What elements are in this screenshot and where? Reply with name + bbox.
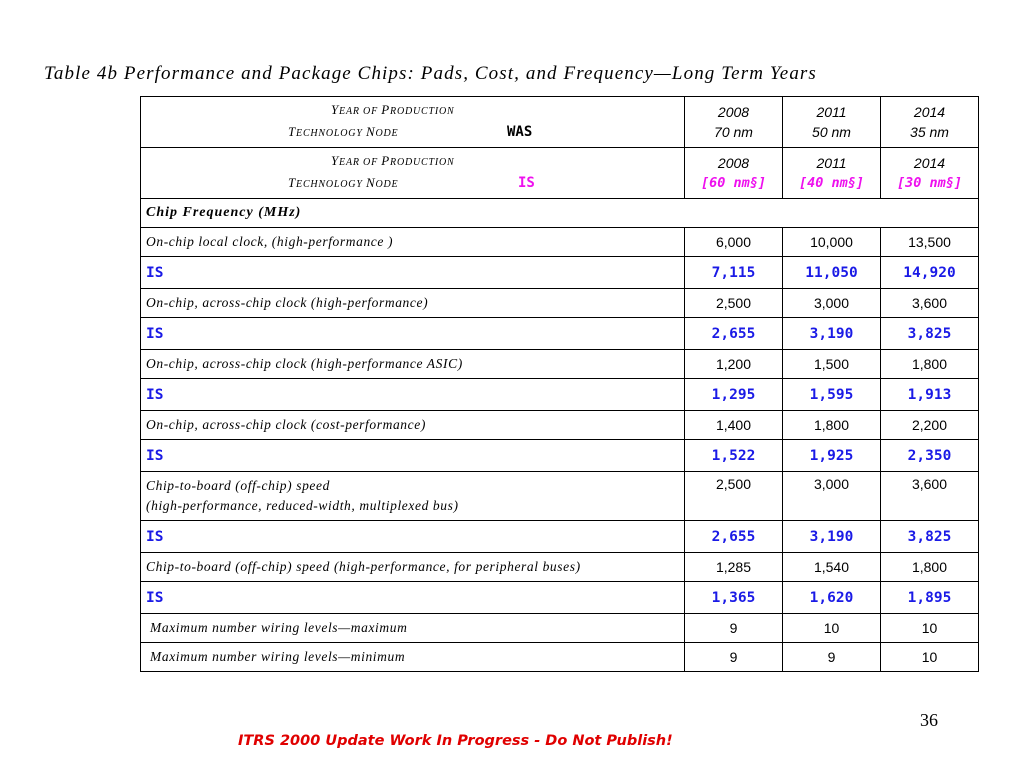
is-col-2014: 2014 [30 nm§] [881, 148, 979, 199]
was-header-row [141, 97, 979, 148]
table-row-is [141, 379, 979, 411]
cell-2014: 1,800 [881, 553, 979, 582]
cell-2008: 2,655 [685, 318, 783, 350]
is-header-label-cell [141, 148, 685, 199]
is-label: IS [141, 582, 685, 614]
cell-2014: 3,600 [881, 472, 979, 521]
cell-2008: 1,285 [685, 553, 783, 582]
cell-2008: 2,655 [685, 521, 783, 553]
table-row [141, 228, 979, 257]
table-row-is [141, 521, 979, 553]
cell-2011: 1,595 [783, 379, 881, 411]
section-row [141, 199, 979, 228]
cell-2008: 9 [685, 643, 783, 672]
table-row [141, 411, 979, 440]
table-row [141, 643, 979, 672]
is-tag: IS [518, 175, 535, 191]
cell-2014: 1,913 [881, 379, 979, 411]
was-col-2008: 2008 70 nm [685, 97, 783, 148]
cell-2014: 13,500 [881, 228, 979, 257]
cell-2014: 1,895 [881, 582, 979, 614]
cell-2011: 1,500 [783, 350, 881, 379]
cell-2008: 6,000 [685, 228, 783, 257]
cell-2011: 1,800 [783, 411, 881, 440]
is-col-2008: 2008 [60 nm§] [685, 148, 783, 199]
cell-2008: 7,115 [685, 257, 783, 289]
table-row [141, 289, 979, 318]
was-header-label-cell [141, 97, 685, 148]
cell-2011: 3,190 [783, 318, 881, 350]
cell-2011: 10 [783, 614, 881, 643]
footer-notice: ITRS 2000 Update Work In Progress - Do Not Publish! [238, 733, 673, 749]
row-label: Maximum number wiring levels—minimum [141, 643, 685, 672]
cell-2014: 3,600 [881, 289, 979, 318]
is-label: IS [141, 318, 685, 350]
row-label: On-chip, across-chip clock (cost-performance) [141, 411, 685, 440]
cell-2008: 1,200 [685, 350, 783, 379]
cell-2011: 1,925 [783, 440, 881, 472]
table-row-is [141, 257, 979, 289]
table-row [141, 350, 979, 379]
is-label: IS [141, 379, 685, 411]
cell-2011: 3,000 [783, 472, 881, 521]
cell-2008: 1,295 [685, 379, 783, 411]
cell-2014: 14,920 [881, 257, 979, 289]
cell-2014: 3,825 [881, 521, 979, 553]
is-header-row [141, 148, 979, 199]
row-label: Chip-to-board (off-chip) speed (high-performance, for peripheral buses) [141, 553, 685, 582]
was-col-2011: 2011 50 nm [783, 97, 881, 148]
page-number: 36 [920, 710, 938, 730]
was-col-2014: 2014 35 nm [881, 97, 979, 148]
section-title: Chip Frequency (MHz) [141, 199, 979, 228]
cell-2008: 1,522 [685, 440, 783, 472]
cell-2011: 3,000 [783, 289, 881, 318]
cell-2014: 2,200 [881, 411, 979, 440]
table-row-is [141, 582, 979, 614]
row-label-line-1: Chip-to-board (off-chip) speed [146, 478, 330, 493]
technology-node-label: TECHNOLOGY NODE [288, 175, 399, 190]
row-label-line-2: (high-performance, reduced-width, multiplexed bus) [146, 498, 459, 513]
table-title: Table 4b Performance and Package Chips: Pads, Cost, and Frequency—Long Term Years [44, 63, 817, 84]
is-label: IS [141, 257, 685, 289]
cell-2014: 1,800 [881, 350, 979, 379]
technology-node-label: TECHNOLOGY NODE [288, 124, 399, 139]
cell-2008: 2,500 [685, 472, 783, 521]
table-row-is [141, 440, 979, 472]
cell-2011: 3,190 [783, 521, 881, 553]
cell-2011: 1,620 [783, 582, 881, 614]
table-row-is [141, 318, 979, 350]
table-row [141, 614, 979, 643]
cell-2011: 9 [783, 643, 881, 672]
is-col-2011: 2011 [40 nm§] [783, 148, 881, 199]
was-tag: WAS [507, 124, 533, 140]
year-of-production-label: YEAR OF PRODUCTION [331, 153, 455, 168]
cell-2014: 3,825 [881, 318, 979, 350]
cell-2014: 10 [881, 643, 979, 672]
cell-2011: 1,540 [783, 553, 881, 582]
year-of-production-label: YEAR OF PRODUCTION [331, 102, 455, 117]
cell-2011: 11,050 [783, 257, 881, 289]
cell-2014: 10 [881, 614, 979, 643]
cell-2008: 9 [685, 614, 783, 643]
row-label: On-chip, across-chip clock (high-performance ASIC) [141, 350, 685, 379]
row-label: On-chip, across-chip clock (high-performance) [141, 289, 685, 318]
cell-2008: 2,500 [685, 289, 783, 318]
table-row [141, 553, 979, 582]
performance-table [140, 96, 979, 672]
row-label: Maximum number wiring levels—maximum [141, 614, 685, 643]
cell-2011: 10,000 [783, 228, 881, 257]
cell-2008: 1,400 [685, 411, 783, 440]
cell-2008: 1,365 [685, 582, 783, 614]
is-label: IS [141, 440, 685, 472]
is-label: IS [141, 521, 685, 553]
cell-2014: 2,350 [881, 440, 979, 472]
row-label: On-chip local clock, (high-performance ) [141, 228, 685, 257]
table-row [141, 472, 979, 521]
row-label [141, 472, 685, 521]
